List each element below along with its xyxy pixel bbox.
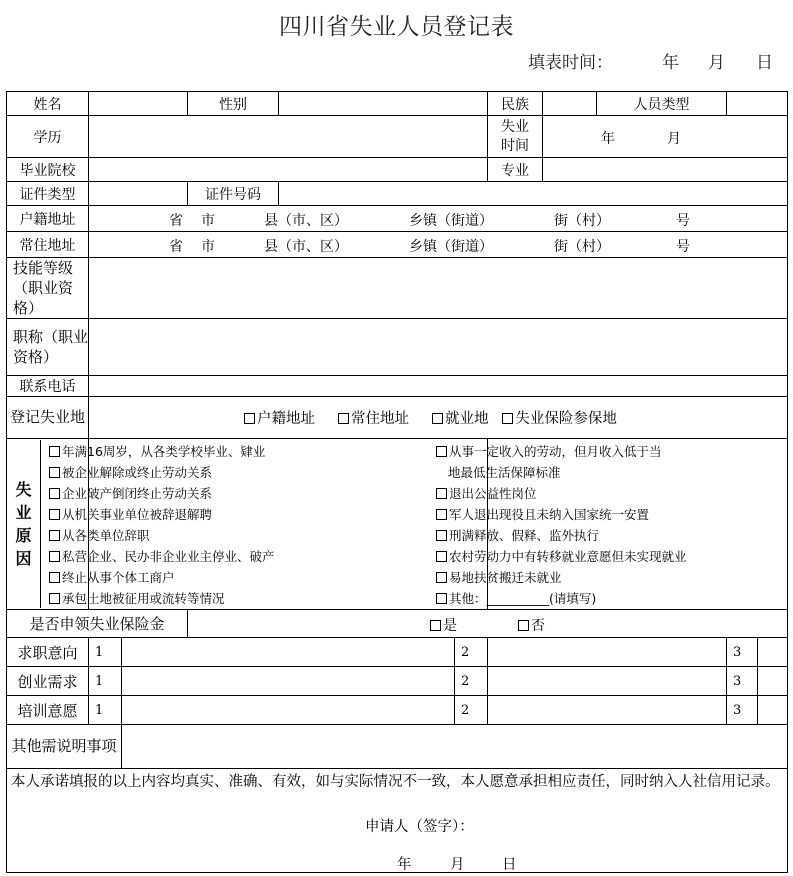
reason-option[interactable]: 从事一定收入的劳动，但月收入低于当: [436, 441, 787, 462]
reason-option[interactable]: 易地扶贫搬迁未就业: [436, 567, 787, 588]
training-2-field[interactable]: [488, 696, 727, 725]
skill-level-field[interactable]: [89, 258, 788, 319]
name-field[interactable]: [89, 92, 188, 116]
checkbox-icon: [49, 593, 60, 604]
fill-date-year: 年: [662, 53, 679, 73]
reg-option-residence[interactable]: 常住地址: [338, 411, 409, 427]
training-label: 培训意愿: [7, 696, 89, 725]
checkbox-icon: [436, 509, 447, 520]
professional-title-field[interactable]: [89, 319, 788, 376]
registration-form: [6, 91, 788, 873]
ethnicity-label: 民族: [488, 92, 543, 116]
training-3-num: 3: [727, 696, 758, 725]
job-intent-1-num: 1: [89, 638, 122, 667]
id-type-field[interactable]: [89, 182, 188, 206]
hukou-address-label: 户籍地址: [7, 206, 89, 232]
job-intent-2-num: 2: [455, 638, 488, 667]
reason-option[interactable]: 私营企业、民办非企业业主停业、破产: [49, 546, 487, 567]
addr-province: 省: [169, 238, 183, 255]
statement-text: 本人承诺填报的以上内容均真实、准确、有效，如与实际情况不一致，本人愿意承担相应责任，同时纳入人社信用记录。: [11, 774, 780, 790]
name-label: 姓名: [7, 92, 89, 116]
unemployment-time-label: 失业 时间: [488, 116, 543, 158]
signature-label: 申请人（签字）：: [365, 819, 474, 835]
signature-year: 年: [397, 857, 412, 873]
addr-province: 省: [169, 212, 183, 229]
signature-day: 日: [502, 857, 517, 873]
addr-town: 乡镇（街道）: [409, 212, 493, 229]
job-intent-2-field[interactable]: [488, 638, 727, 667]
ethnicity-field[interactable]: [543, 92, 597, 116]
school-field[interactable]: [89, 158, 488, 182]
checkbox-icon: [502, 413, 513, 424]
checkbox-icon: [518, 620, 529, 631]
reason-option[interactable]: 农村劳动力中有转移就业意愿但未实现就业: [436, 546, 787, 567]
checkbox-icon: [436, 530, 447, 541]
major-field[interactable]: [543, 158, 788, 182]
checkbox-icon: [49, 509, 60, 520]
reason-list-right: [448, 439, 788, 610]
checkbox-icon: [49, 530, 60, 541]
addr-number: 号: [676, 212, 690, 229]
person-type-field[interactable]: [727, 92, 788, 116]
id-type-label: 证件类型: [7, 182, 89, 206]
reason-option[interactable]: 企业破产倒闭终止劳动关系: [49, 483, 487, 504]
insurance-label: 是否申领失业保险金: [7, 610, 188, 638]
checkbox-icon: [432, 413, 443, 424]
business-need-2-num: 2: [455, 667, 488, 696]
addr-town: 乡镇（街道）: [409, 238, 493, 255]
job-intent-1-field[interactable]: [122, 638, 455, 667]
job-intent-3-num: 3: [727, 638, 758, 667]
major-label: 专业: [488, 158, 543, 182]
other-notes-field[interactable]: [122, 725, 788, 769]
job-intent-3-field[interactable]: [758, 638, 788, 667]
business-need-1-field[interactable]: [122, 667, 455, 696]
training-3-field[interactable]: [758, 696, 788, 725]
addr-number: 号: [676, 238, 690, 255]
professional-title-label: 职称（职业资格）: [7, 319, 89, 376]
reason-option[interactable]: 被企业解除或终止劳动关系: [49, 462, 487, 483]
gender-field[interactable]: [279, 92, 488, 116]
reg-option-insurance-place[interactable]: 失业保险参保地: [502, 411, 617, 427]
residence-address-field[interactable]: [89, 232, 788, 258]
reason-option[interactable]: 军人退出现役且未纳入国家统一安置: [436, 504, 787, 525]
business-need-2-field[interactable]: [488, 667, 727, 696]
school-label: 毕业院校: [7, 158, 89, 182]
id-number-label: 证件号码: [188, 182, 279, 206]
reason-option[interactable]: 终止从事个体工商户: [49, 567, 487, 588]
insurance-yes[interactable]: 是: [430, 615, 457, 635]
checkbox-icon: [430, 620, 441, 631]
checkbox-icon: [436, 488, 447, 499]
checkbox-icon: [436, 572, 447, 583]
reg-place-options: [89, 397, 788, 439]
business-need-3-field[interactable]: [758, 667, 788, 696]
form-title: 四川省失业人员登记表: [279, 14, 514, 40]
fill-date-day: 日: [756, 53, 773, 73]
reason-label: 失业原因: [7, 440, 41, 608]
reason-option[interactable]: 从各类单位辞职: [49, 525, 487, 546]
insurance-options: [188, 610, 788, 638]
checkbox-icon: [244, 413, 255, 424]
checkbox-icon: [49, 446, 60, 457]
id-number-field[interactable]: [279, 182, 788, 206]
addr-city: 市: [201, 238, 215, 255]
addr-county: 县（市、区）: [264, 212, 348, 229]
gender-label: 性别: [188, 92, 279, 116]
reason-option[interactable]: 从机关事业单位被辞退解聘: [49, 504, 487, 525]
checkbox-icon: [49, 467, 60, 478]
business-need-3-num: 3: [727, 667, 758, 696]
reason-option[interactable]: 承包土地被征用或流转等情况: [49, 588, 487, 609]
statement-cell: [7, 769, 788, 873]
education-field[interactable]: [89, 116, 488, 158]
reg-option-hukou[interactable]: 户籍地址: [244, 411, 315, 427]
skill-level-label: 技能等级（职业资格）: [7, 258, 89, 319]
fill-date-label: 填表时间：: [528, 53, 613, 73]
reason-list-left: [62, 439, 488, 610]
training-1-num: 1: [89, 696, 122, 725]
addr-county: 县（市、区）: [264, 238, 348, 255]
phone-label: 联系电话: [7, 376, 89, 397]
checkbox-icon: [436, 593, 447, 604]
fill-date-month: 月: [708, 53, 725, 73]
education-label: 学历: [7, 116, 89, 158]
addr-street: 街（村）: [554, 212, 610, 229]
reason-option[interactable]: 年满16周岁，从各类学校毕业、肄业: [49, 441, 487, 462]
training-1-field[interactable]: [122, 696, 455, 725]
unemployment-time-field[interactable]: [543, 116, 788, 158]
reason-option-cont: 地最低生活保障标准: [448, 465, 561, 480]
other-notes-label: 其他需说明事项: [7, 725, 122, 769]
checkbox-icon: [49, 551, 60, 562]
business-need-label: 创业需求: [7, 667, 89, 696]
reg-option-workplace[interactable]: 就业地: [432, 411, 489, 427]
addr-city: 市: [201, 212, 215, 229]
residence-address-label: 常住地址: [7, 232, 89, 258]
addr-street: 街（村）: [554, 238, 610, 255]
checkbox-icon: [49, 488, 60, 499]
reason-option[interactable]: 退出公益性岗位: [436, 483, 787, 504]
reason-option-other[interactable]: 其他：__________(请填写): [436, 588, 787, 609]
signature-month: 月: [450, 857, 465, 873]
business-need-1-num: 1: [89, 667, 122, 696]
unemployment-month: 月: [667, 131, 681, 147]
checkbox-icon: [49, 572, 60, 583]
reg-place-label: 登记失业地: [7, 397, 89, 439]
hukou-address-field[interactable]: [89, 206, 788, 232]
reason-option[interactable]: 刑满释放、假释、监外执行: [436, 525, 787, 546]
checkbox-icon: [436, 551, 447, 562]
training-2-num: 2: [455, 696, 488, 725]
job-intent-label: 求职意向: [7, 638, 89, 667]
checkbox-icon: [338, 413, 349, 424]
unemployment-year: 年: [601, 131, 615, 147]
phone-field[interactable]: [89, 376, 788, 397]
insurance-no[interactable]: 否: [518, 615, 545, 635]
person-type-label: 人员类型: [597, 92, 727, 116]
checkbox-icon: [436, 446, 447, 457]
